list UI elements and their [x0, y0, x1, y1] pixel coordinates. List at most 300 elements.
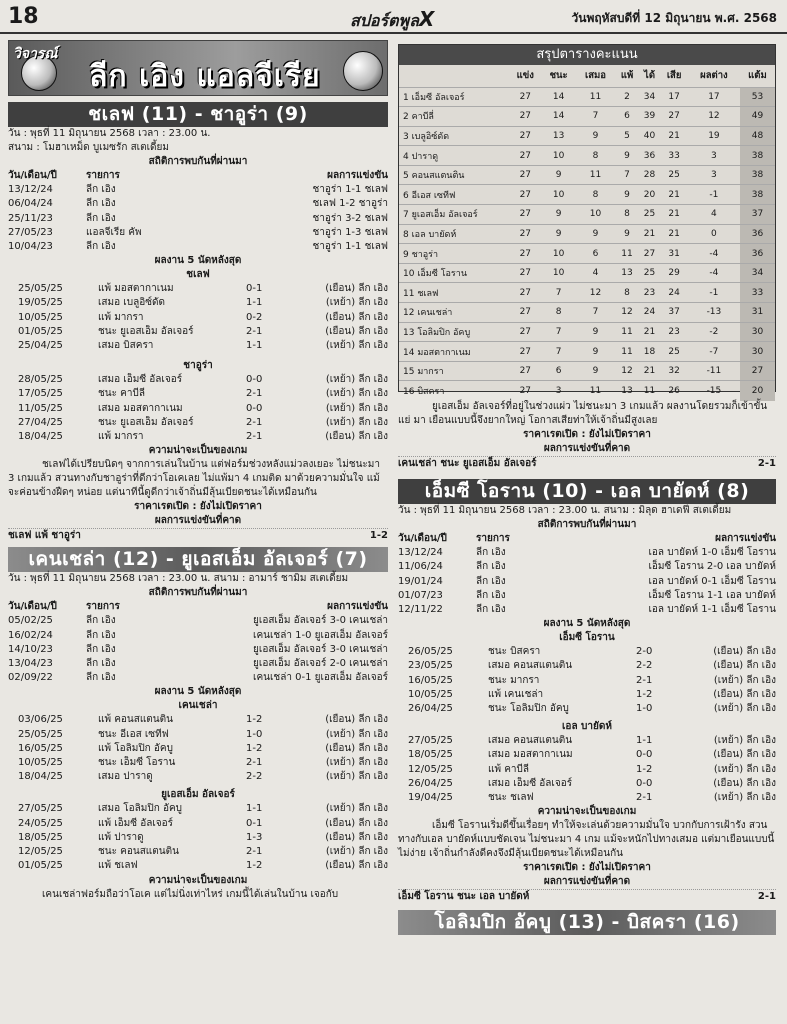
- form-date: 10/05/25: [18, 757, 63, 769]
- h2h-date: 16/02/24: [8, 629, 53, 641]
- standings-cell: 27: [509, 185, 542, 205]
- form-opponent: เสมอ โอลิมปิก อัคบู: [98, 803, 183, 815]
- standings-row: [399, 224, 775, 244]
- standings-cell: 27: [509, 87, 542, 107]
- standings-cell: 12: [576, 283, 616, 303]
- standings-cell: 21: [660, 185, 688, 205]
- form-score: 0-0: [636, 749, 653, 761]
- standings-cell: 36: [639, 146, 661, 166]
- h2h-row: [8, 629, 388, 643]
- h2h-result: เคนเชล่า 1-0 ยูเอสเอ็ม อัลเจอร์: [253, 629, 388, 641]
- standings-cell: 11: [576, 381, 616, 401]
- form-score: 1-1: [246, 297, 263, 309]
- form-score: 0-0: [636, 777, 653, 789]
- banner-tag: วิจารณ์: [13, 46, 58, 62]
- standings-team: 6 อีเอส เซทีฟ: [399, 185, 509, 205]
- standings-cell: 38: [740, 185, 775, 205]
- form-score: 1-1: [636, 735, 653, 747]
- standings-row: [399, 107, 775, 127]
- standings-row: [399, 263, 775, 283]
- standings-title: สรุปตารางคะแนน: [399, 45, 775, 65]
- form-opponent: แพ้ ชเลฟ: [98, 860, 138, 872]
- form-date: 17/05/25: [18, 388, 63, 400]
- form-date: 27/05/25: [18, 803, 63, 815]
- form-row: [8, 770, 388, 784]
- form-row: [8, 387, 388, 401]
- standings-cell: 21: [660, 205, 688, 225]
- standings-cell: 27: [509, 283, 542, 303]
- standings-table: [398, 44, 776, 397]
- standings-cell: 7: [576, 303, 616, 323]
- form-row: [8, 325, 388, 339]
- h2h-competition: ลีก เอิง: [476, 547, 506, 559]
- standings-cell: 27: [509, 205, 542, 225]
- form-venue: (เหย้า) ลีก เอิง: [713, 792, 776, 804]
- standings-cell: 21: [660, 126, 688, 146]
- standings-cell: 8: [576, 185, 616, 205]
- form-opponent: เสมอ มอสตากาเนม: [488, 749, 573, 761]
- h2h-row: [8, 212, 388, 226]
- standings-cell: 11: [639, 381, 661, 401]
- form-row: [8, 742, 388, 756]
- standings-cell: 11: [576, 87, 616, 107]
- form-row: [398, 791, 776, 805]
- h2h-row: [398, 560, 776, 574]
- standings-team: 11 ชเลฟ: [399, 283, 509, 303]
- standings-row: [399, 361, 775, 381]
- h2h-date: 13/12/24: [8, 184, 53, 196]
- form-score: 1-3: [246, 831, 263, 843]
- prediction-heading: ผลการแข่งขันที่คาด: [543, 443, 631, 454]
- form-venue: (เหย้า) ลีก เอิง: [325, 402, 388, 414]
- standings-col-header: แพ้: [620, 70, 634, 82]
- form-row: [8, 282, 388, 296]
- form-opponent: เสมอ เอ็มซี อัลเจอร์: [98, 374, 183, 386]
- standings-cell: 20: [740, 381, 775, 401]
- standings-cell: 27: [509, 263, 542, 283]
- standings-cell: 7: [542, 283, 576, 303]
- form-venue: (เยือน) ลีก เอิง: [713, 749, 776, 761]
- standings-cell: 25: [660, 165, 688, 185]
- form-opponent: แพ้ ปาราดู: [98, 831, 144, 843]
- standings-cell: 31: [740, 303, 775, 323]
- h2h-row: [8, 183, 388, 197]
- form-opponent: ชนะ เอ็มซี โอราน: [98, 757, 176, 769]
- standings-row: [399, 185, 775, 205]
- h2h-date: 13/04/23: [8, 658, 53, 670]
- form-date: 26/04/25: [408, 777, 453, 789]
- standings-team: 16 บิสครา: [399, 381, 509, 401]
- standings-cell: 11: [615, 342, 638, 362]
- form-venue: (เยือน) ลีก เอิง: [325, 817, 388, 829]
- standings-cell: 19: [688, 126, 740, 146]
- form-venue: (เยือน) ลีก เอิง: [713, 688, 776, 700]
- standings-cell: 21: [639, 224, 661, 244]
- form-score: 2-1: [246, 431, 263, 443]
- standings-cell: 9: [542, 165, 576, 185]
- standings-cell: 12: [688, 107, 740, 127]
- standings-cell: 10: [542, 185, 576, 205]
- h2h-header: วัน/เดือน/ปี รายการ ผลการแข่งขัน: [8, 601, 388, 613]
- standings-cell: 27: [509, 322, 542, 342]
- form-row: [8, 311, 388, 325]
- form-opponent: ชนะ คาบีลี่: [98, 388, 145, 400]
- standings-cell: 36: [740, 244, 775, 264]
- standings-cell: 7: [542, 342, 576, 362]
- form-score: 1-2: [246, 860, 263, 872]
- standings-cell: 34: [639, 87, 661, 107]
- standings-cell: 38: [740, 146, 775, 166]
- standings-cell: 48: [740, 126, 775, 146]
- standings-cell: 2: [615, 87, 638, 107]
- standings-cell: 6: [542, 361, 576, 381]
- issue-date: วันพฤหัสบดีที่ 12 มิถุนายน พ.ศ. 2568: [571, 11, 777, 25]
- standings-cell: 25: [660, 342, 688, 362]
- form-row: [8, 845, 388, 859]
- form-venue: (เหย้า) ลีก เอิง: [713, 703, 776, 715]
- h2h-result: ชาอูร่า 1-1 ชเลฟ: [312, 184, 388, 196]
- form-opponent: เสมอ เอ็มซี อัลเจอร์: [488, 777, 573, 789]
- standings-team: 14 มอสตากาเนม: [399, 342, 509, 362]
- form-opponent: ชนะ คอนสแตนติน: [98, 846, 179, 858]
- form-score: 2-1: [636, 792, 653, 804]
- standings-row: [399, 165, 775, 185]
- standings-cell: -1: [688, 283, 740, 303]
- standings-cell: 27: [639, 244, 661, 264]
- standings-team: 2 คาบีลี่: [399, 107, 509, 127]
- form-score: 1-2: [636, 688, 653, 700]
- standings-row: [399, 87, 775, 107]
- standings-cell: 30: [740, 342, 775, 362]
- h2h-result: ชาอูร่า 1-3 ชเลฟ: [312, 226, 388, 238]
- form-row: [398, 674, 776, 688]
- form-score: 2-1: [246, 325, 263, 337]
- form-venue: (เหย้า) ลีก เอิง: [325, 416, 388, 428]
- standings-cell: 37: [740, 205, 775, 225]
- form-opponent: แพ้ มากรา: [98, 431, 144, 443]
- h2h-row: [398, 589, 776, 603]
- form-venue: (เยือน) ลีก เอิง: [325, 742, 388, 754]
- form-opponent: ชนะ ยูเอสเอ็ม อัลเจอร์: [98, 325, 194, 337]
- standings-team: 7 ยูเอสเอ็ม อัลเจอร์: [399, 205, 509, 225]
- standings-cell: 8: [615, 283, 638, 303]
- standings-cell: 12: [615, 361, 638, 381]
- standings-row: [399, 244, 775, 264]
- form-date: 18/05/25: [18, 831, 63, 843]
- banner-title: ลีก เอิง แอลจีเรีย: [89, 59, 321, 94]
- standings-col-header: เสมอ: [584, 70, 606, 82]
- standings-team: 3 เบลูอิซ์ดัด: [399, 126, 509, 146]
- form-score: 1-2: [246, 742, 263, 754]
- probability-heading: ความน่าจะเป็นของเกม: [148, 445, 248, 457]
- h2h-result: ชาอูร่า 1-1 ชเลฟ: [312, 241, 388, 253]
- match-title: เคนเชล่า (12) - ยูเอสเอ็ม อัลเจอร์ (7): [8, 547, 388, 572]
- form-venue: (เยือน) ลีก เอิง: [325, 714, 388, 726]
- form-venue: (เหย้า) ลีก เอิง: [713, 674, 776, 686]
- standings-col-header: ชนะ: [549, 70, 568, 82]
- standings-cell: 27: [509, 224, 542, 244]
- odds-text: ราคาเรตเปิด : ยังไม่เปิดราคา: [523, 862, 651, 874]
- h2h-competition: ลีก เอิง: [86, 643, 116, 655]
- analysis-text: ยูเอสเอ็ม อัลเจอร์ที่อยู่ในช่วงแผ่ว ไม่ชนะมา 3 เกมแล้ว ผลงานโดยรวมก็เข้าขั้นแย่ มา เยือนแบบนี้จึงยากใหญ่ โอกาสเสียท่าให้เจ้าถิ่นมีสูงเลย: [398, 401, 768, 426]
- standings-cell: 32: [660, 361, 688, 381]
- standings-team: 1 เอ็มซี อัลเจอร์: [399, 87, 509, 107]
- h2h-result: เอล บายัดห์ 1-0 เอ็มซี โอราน: [648, 547, 776, 559]
- h2h-row: [8, 643, 388, 657]
- form-date: 26/04/25: [408, 703, 453, 715]
- h2h-date: 02/09/22: [8, 672, 53, 684]
- form-venue: (เยือน) ลีก เอิง: [713, 646, 776, 658]
- left-column: [8, 40, 388, 902]
- standings-cell: 11: [615, 244, 638, 264]
- form-row: [8, 339, 388, 353]
- h2h-result: เอ็มซี โอราน 2-0 เอล บายัดห์: [648, 561, 776, 573]
- h2h-competition: ลีก เอิง: [476, 575, 506, 587]
- standings-cell: 14: [542, 107, 576, 127]
- standings-cell: 21: [639, 361, 661, 381]
- h2h-date: 12/11/22: [398, 604, 443, 616]
- standings-cell: 9: [542, 205, 576, 225]
- form-score: 1-0: [636, 703, 653, 715]
- team-name: เอล บายัดห์: [562, 721, 612, 733]
- standings-cell: 8: [615, 205, 638, 225]
- h2h-result: เอ็มซี โอราน 1-1 เอล บายัดห์: [648, 589, 776, 601]
- standings-cell: 25: [639, 263, 661, 283]
- standings-cell: 27: [509, 361, 542, 381]
- standings-team: 13 โอลิมปิก อัคบู: [399, 322, 509, 342]
- h2h-competition: ลีก เอิง: [476, 589, 506, 601]
- form-opponent: ชนะ บิสครา: [488, 646, 541, 658]
- h2h-date: 25/11/23: [8, 212, 53, 224]
- analysis-text: ชเลฟได้เปรียบนิดๆ จากการเล่นในบ้าน แต่ฟอร์มช่วงหลังแม่วลงเยอะ ไม่ชนะมา 3 เกมแล้ว สวนทางกับชาอูร่าที่ดีกว่าโอเคเลย ไม่แพ้มา 4 เกมติด มาด้วยความมั่นใจ แม้จะค่อนข้างฝืดๆ หน่อย แต่นาทีนี้ดูดีกว่าเจ้าถิ่นมีลุ้นเบียดชนะได้เหมือนกัน: [8, 459, 381, 499]
- standings-cell: 12: [615, 303, 638, 323]
- form-row: [398, 777, 776, 791]
- standings-cell: 6: [615, 107, 638, 127]
- h2h-row: [8, 614, 388, 628]
- prediction: เคนเชล่า ชนะ ยูเอสเอ็ม อัลเจอร์ 2-1: [398, 458, 776, 469]
- form-score: 2-1: [246, 416, 263, 428]
- standings-col-header: ได้: [644, 70, 655, 82]
- standings-cell: 24: [660, 283, 688, 303]
- h2h-result: เคนเชล่า 0-1 ยูเอสเอ็ม อัลเจอร์: [253, 672, 388, 684]
- h2h-competition: ลีก เอิง: [86, 241, 116, 253]
- form-date: 18/04/25: [18, 771, 63, 783]
- standings-cell: 14: [542, 87, 576, 107]
- h2h-date: 14/10/23: [8, 643, 53, 655]
- team-name: ชาอูร่า: [183, 360, 213, 372]
- match-info: วัน : พุธที่ 11 มิถุนายน 2568 เวลา : 23.00 น. สนาม : อามาร์ ชามิม สเตเดี้ยม: [8, 573, 349, 585]
- h2h-competition: ลีก เอิง: [86, 658, 116, 670]
- form-row: [8, 756, 388, 770]
- form-row: [398, 688, 776, 702]
- form-score: 1-1: [246, 803, 263, 815]
- standings-team: 15 มากรา: [399, 361, 509, 381]
- match-title: โอลิมปิก อัคบู (13) - บิสครา (16): [398, 910, 776, 935]
- team-name: ยูเอสเอ็ม อัลเจอร์: [161, 789, 235, 801]
- form-date: 18/04/25: [18, 431, 63, 443]
- form-row: [8, 402, 388, 416]
- standings-cell: 23: [639, 283, 661, 303]
- standings-cell: 7: [615, 165, 638, 185]
- standings-cell: 9: [576, 342, 616, 362]
- standings-cell: 40: [639, 126, 661, 146]
- standings-team: 5 คอนสแตนติน: [399, 165, 509, 185]
- form-score: 2-1: [636, 674, 653, 686]
- h2h-heading: สถิติการพบกันที่ผ่านมา: [537, 519, 637, 530]
- form-venue: (เหย้า) ลีก เอิง: [713, 763, 776, 775]
- form-venue: (เหย้า) ลีก เอิง: [325, 757, 388, 769]
- standings-team: 9 ชาอูร่า: [399, 244, 509, 264]
- form-row: [8, 817, 388, 831]
- match-title: เอ็มซี โอราน (10) - เอล บายัดห์ (8): [398, 479, 776, 504]
- form-opponent: เสมอ ปาราดู: [98, 771, 153, 783]
- form-row: [8, 859, 388, 873]
- form-opponent: แพ้ เคนเชล่า: [488, 688, 544, 700]
- standings-cell: -13: [688, 303, 740, 323]
- form-venue: (เหย้า) ลีก เอิง: [325, 388, 388, 400]
- form-opponent: แพ้ เอ็มซี อัลเจอร์: [98, 817, 173, 829]
- standings-team: 12 เคนเชล่า: [399, 303, 509, 323]
- form-date: 28/05/25: [18, 374, 63, 386]
- form-opponent: แพ้ คอนสแตนติน: [98, 714, 173, 726]
- standings-cell: 27: [509, 244, 542, 264]
- standings-cell: 9: [576, 224, 616, 244]
- h2h-competition: ลีก เอิง: [476, 604, 506, 616]
- standings-cell: 3: [688, 146, 740, 166]
- standings-row: [399, 342, 775, 362]
- standings-cell: 18: [639, 342, 661, 362]
- form-score: 2-2: [246, 771, 263, 783]
- form-venue: (เหย้า) ลีก เอิง: [325, 340, 388, 352]
- standings-cell: 11: [576, 165, 616, 185]
- match-info: วัน : พุธที่ 11 มิถุนายน 2568 เวลา : 23.00 น. สนาม : มิลุด ฮาเดฟี สเตเดี้ยม: [398, 505, 732, 516]
- standings-cell: 31: [660, 244, 688, 264]
- football-icon: [343, 51, 383, 91]
- standings-row: [399, 283, 775, 303]
- standings-cell: 26: [660, 381, 688, 401]
- form-row: [8, 802, 388, 816]
- form-heading: ผลงาน 5 นัดหลังสุด: [154, 255, 242, 267]
- form-date: 03/06/25: [18, 714, 63, 726]
- h2h-date: 01/07/23: [398, 589, 443, 601]
- standings-cell: 27: [509, 126, 542, 146]
- standings-cell: 3: [542, 381, 576, 401]
- form-opponent: ชนะ โอลิมปิก อัคบู: [488, 703, 569, 715]
- form-date: 19/04/25: [408, 792, 453, 804]
- form-opponent: แพ้ คาบีลี่: [488, 763, 529, 775]
- form-row: [398, 734, 776, 748]
- odds-text: ราคาเรตเปิด : ยังไม่เปิดราคา: [134, 501, 262, 513]
- form-score: 0-1: [246, 817, 263, 829]
- form-date: 25/04/25: [18, 340, 63, 352]
- standings-cell: 10: [576, 205, 616, 225]
- standings-cell: 9: [576, 126, 616, 146]
- form-date: 12/05/25: [18, 846, 63, 858]
- standings-row: [399, 126, 775, 146]
- standings-team: 4 ปาราดู: [399, 146, 509, 166]
- h2h-competition: ลีก เอิง: [86, 212, 116, 224]
- form-score: 0-0: [246, 374, 263, 386]
- form-venue: (เหย้า) ลีก เอิง: [325, 846, 388, 858]
- odds-text: ราคาเรตเปิด : ยังไม่เปิดราคา: [523, 429, 651, 440]
- form-row: [8, 416, 388, 430]
- form-row: [398, 645, 776, 659]
- form-score: 2-1: [246, 757, 263, 769]
- standings-row: [399, 205, 775, 225]
- h2h-competition: ลีก เอิง: [86, 198, 116, 210]
- form-row: [8, 430, 388, 444]
- form-opponent: เสมอ บิสครา: [98, 340, 154, 352]
- standings-cell: 7: [576, 107, 616, 127]
- brand-logo: สปอร์ตพูลX: [350, 7, 435, 31]
- h2h-row: [398, 575, 776, 589]
- standings-cell: 9: [615, 224, 638, 244]
- standings-cell: 4: [576, 263, 616, 283]
- form-date: 27/04/25: [18, 416, 63, 428]
- standings-cell: 27: [740, 361, 775, 381]
- form-row: [8, 373, 388, 387]
- standings-cell: 9: [542, 224, 576, 244]
- h2h-date: 13/12/24: [398, 547, 443, 559]
- form-venue: (เยือน) ลีก เอิง: [325, 325, 388, 337]
- form-venue: (เหย้า) ลีก เอิง: [325, 803, 388, 815]
- form-date: 10/05/25: [18, 311, 63, 323]
- match-venue: สนาม : โมฮาเหม็ด บูเมซรัก สเตเดี้ยม: [8, 142, 169, 153]
- standings-cell: 25: [639, 205, 661, 225]
- h2h-row: [8, 240, 388, 254]
- standings-cell: 3: [688, 165, 740, 185]
- standings-cell: 29: [660, 263, 688, 283]
- form-row: [398, 763, 776, 777]
- h2h-result: ยูเอสเอ็ม อัลเจอร์ 3-0 เคนเชล่า: [253, 615, 388, 627]
- standings-cell: 39: [639, 107, 661, 127]
- team-name: เคนเชล่า: [178, 700, 218, 712]
- probability-heading: ความน่าจะเป็นของเกม: [537, 806, 637, 818]
- h2h-result: ยูเอสเอ็ม อัลเจอร์ 2-0 เคนเชล่า: [253, 658, 388, 670]
- standings-cell: 27: [509, 342, 542, 362]
- prediction: เอ็มซี โอราน ชนะ เอล บายัดห์ 2-1: [398, 891, 776, 903]
- h2h-header: วัน/เดือน/ปี รายการ ผลการแข่งขัน: [398, 533, 776, 544]
- form-opponent: ชนะ มากรา: [488, 674, 540, 686]
- match-title: ชเลฟ (11) - ชาอูร่า (9): [8, 102, 388, 127]
- form-score: 2-1: [246, 388, 263, 400]
- form-date: 10/05/25: [408, 688, 453, 700]
- form-score: 1-0: [246, 728, 263, 740]
- standings-cell: 34: [740, 263, 775, 283]
- standings-cell: 27: [509, 381, 542, 401]
- standings-cell: 10: [542, 244, 576, 264]
- form-date: 25/05/25: [18, 728, 63, 740]
- standings-cell: 37: [660, 303, 688, 323]
- h2h-result: เอล บายัดห์ 0-1 เอ็มซี โอราน: [648, 575, 776, 587]
- standings-cell: -15: [688, 381, 740, 401]
- standings-team: 8 เอล บายัดห์: [399, 224, 509, 244]
- form-date: 16/05/25: [18, 742, 63, 754]
- standings-cell: 21: [639, 322, 661, 342]
- h2h-date: 10/04/23: [8, 241, 53, 253]
- form-venue: (เหย้า) ลีก เอิง: [325, 374, 388, 386]
- form-opponent: แพ้ มอสตากาเนม: [98, 283, 174, 295]
- form-score: 1-1: [246, 340, 263, 352]
- prediction-heading: ผลการแข่งขันที่คาด: [154, 515, 242, 527]
- team-name: เอ็มซี โอราน: [559, 632, 615, 644]
- standings-cell: 4: [688, 205, 740, 225]
- standings-cell: 27: [509, 165, 542, 185]
- h2h-competition: ลีก เอิง: [476, 561, 506, 573]
- standings-cell: -11: [688, 361, 740, 381]
- form-opponent: เสมอ คอนสแตนติน: [488, 735, 573, 747]
- h2h-date: 06/04/24: [8, 198, 53, 210]
